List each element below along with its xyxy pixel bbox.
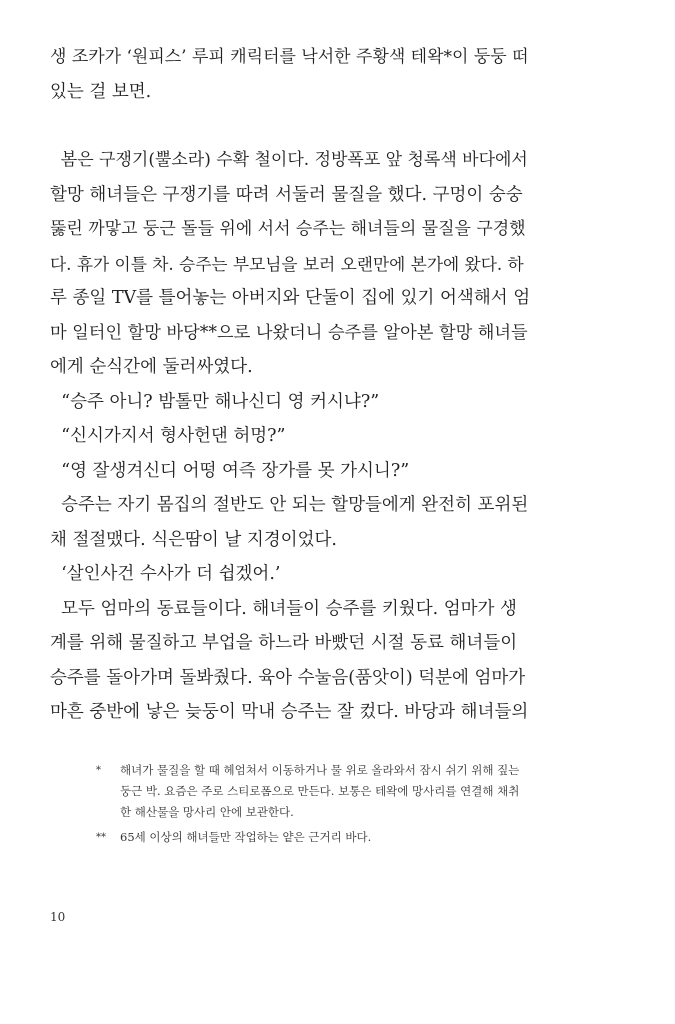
footnotes xyxy=(96,760,526,852)
text-line: 할망 해녀들은 구쟁기를 따려 서둘러 물질을 했다. 구멍이 숭숭 xyxy=(50,184,523,205)
text-line: 뚫린 까맣고 둥근 돌들 위에 서서 승주는 해녀들의 물질을 구경했 xyxy=(50,219,526,239)
body-text xyxy=(50,40,530,730)
footnote-text: 해녀가 물질을 할 때 헤엄쳐서 이동하거나 물 위로 올라와서 잠시 쉬기 위해 짚는 둥근 박. 요즘은 주로 스티로폼으로 만든다. 보통은 테왁에 망사리를 연결해 채취한 해산물을 망사리 안에 보관한다. xyxy=(120,763,520,819)
text-line: 에게 순식간에 둘러싸였다. xyxy=(50,357,253,377)
page-number: 10 xyxy=(50,910,66,924)
text-line: 마 일터인 할망 바당**으로 나왔더니 승주를 알아본 할망 해녀들 xyxy=(50,322,528,343)
paragraph-gap xyxy=(50,109,530,143)
footnote xyxy=(96,827,526,848)
text-line: 모두 엄마의 동료들이다. 해녀들이 승주를 키웠다. 엄마가 생 xyxy=(50,598,517,619)
text-line: 다. 휴가 이틀 차. 승주는 부모님을 보러 오랜만에 본가에 왔다. 하 xyxy=(50,253,524,274)
footnote-text: 65세 이상의 해녀들만 작업하는 얕은 근거리 바다. xyxy=(120,830,372,844)
text-line: 마흔 중반에 낳은 늦둥이 막내 승주는 잘 컸다. 바당과 해녀들의 xyxy=(50,702,529,722)
text-line: 승주는 자기 몸집의 절반도 안 되는 할망들에게 완전히 포위된 xyxy=(50,495,529,515)
text-line: 있는 걸 보면. xyxy=(50,81,152,102)
text-line: ‘살인사건 수사가 더 쉽겠어.’ xyxy=(50,564,281,584)
footnote-mark: ** xyxy=(96,832,106,843)
text-line: 승주를 돌아가며 돌봐줬다. 육아 수눌음(품앗이) 덕분에 엄마가 xyxy=(50,667,526,688)
text-line: “승주 아니? 밤톨만 해나신디 영 커시냐?” xyxy=(50,391,380,412)
text-line: 계를 위해 물질하고 부업을 하느라 바빴던 시절 동료 해녀들이 xyxy=(50,633,518,653)
text-line: 루 종일 TV를 틀어놓는 아버지와 단둘이 집에 있기 어색해서 엄 xyxy=(50,288,531,308)
text-line: “영 잘생겨신디 어떵 여즉 장가를 못 가시니?” xyxy=(50,460,410,481)
footnote xyxy=(96,760,526,823)
text-line: 봄은 구쟁기(뿔소라) 수확 철이다. 정방폭포 앞 청록색 바다에서 xyxy=(50,150,528,170)
footnote-mark: * xyxy=(96,765,101,776)
text-line: 생 조카가 ‘원피스’ 루피 캐릭터를 낙서한 주황색 테왁*이 둥둥 떠 xyxy=(50,47,529,67)
text-line: “신시가지서 형사헌댄 허멍?” xyxy=(50,426,286,446)
text-line: 채 절절맸다. 식은땀이 날 지경이었다. xyxy=(50,529,337,550)
